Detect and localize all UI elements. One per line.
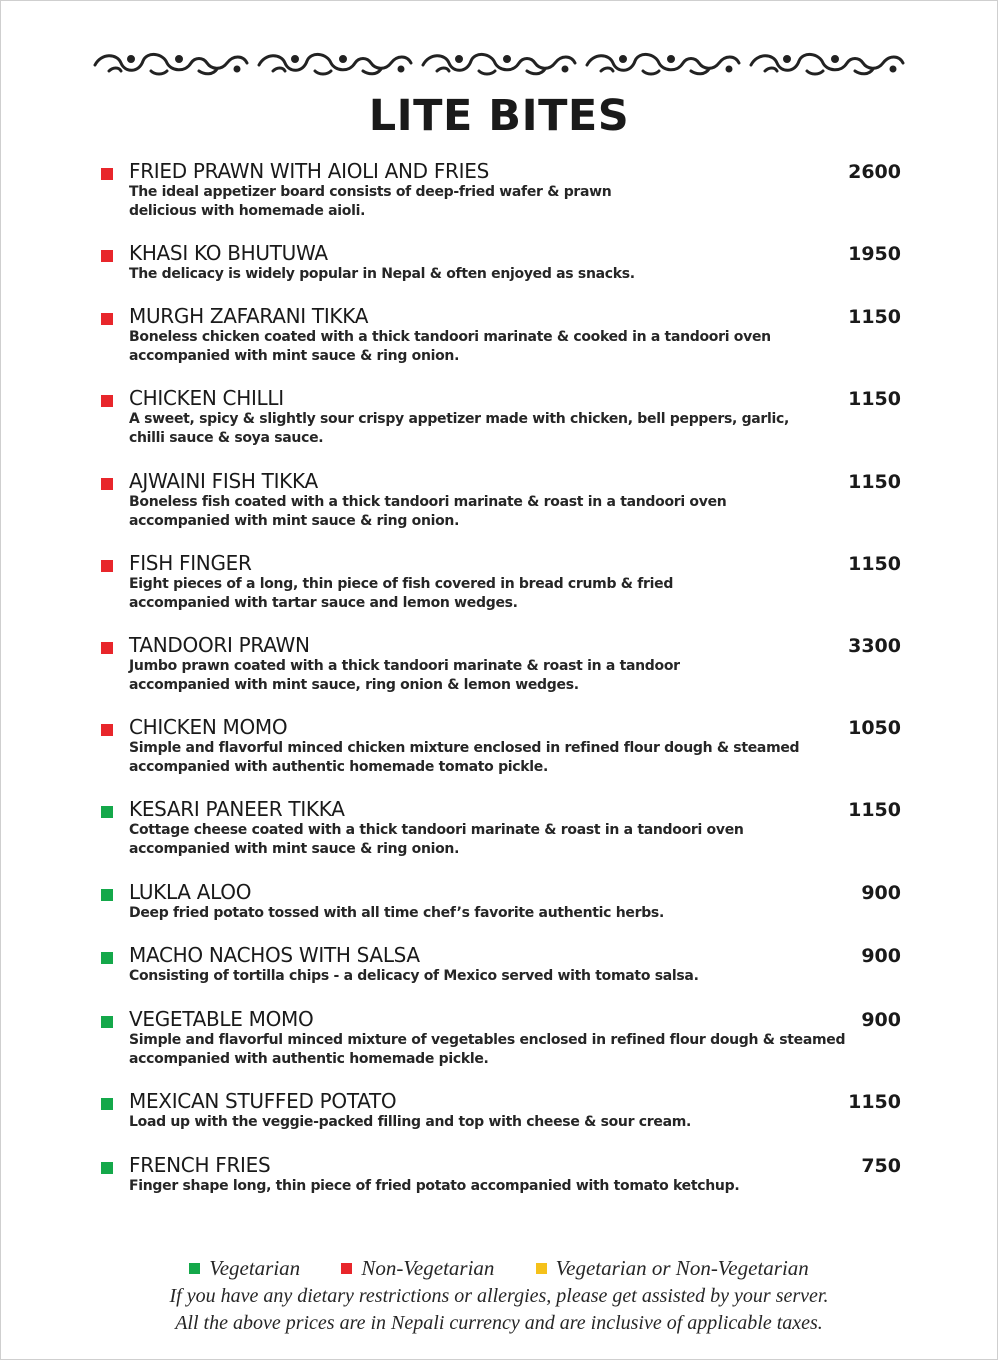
item-price: 1050 xyxy=(848,717,901,739)
description-line: accompanied with mint sauce & ring onion. xyxy=(129,841,460,857)
legend-veg xyxy=(189,1253,300,1283)
diet-legend xyxy=(1,1253,997,1283)
description-line: accompanied with authentic homemade tomato pickle. xyxy=(129,759,549,775)
item-price: 2600 xyxy=(848,161,901,183)
item-description xyxy=(129,1031,909,1069)
veg-marker-icon xyxy=(101,1162,113,1174)
item-name: KESARI PANEER TIKKA xyxy=(129,797,345,821)
item-description xyxy=(129,1177,849,1196)
description-line: The ideal appetizer board consists of deep-fried wafer & prawn xyxy=(129,184,612,200)
veg-marker-icon xyxy=(101,889,113,901)
description-line: accompanied with mint sauce, ring onion & lemon wedges. xyxy=(129,677,579,693)
item-name: VEGETABLE MOMO xyxy=(129,1007,314,1031)
item-name: TANDOORI PRAWN xyxy=(129,633,310,657)
item-description xyxy=(129,328,849,366)
item-name: FISH FINGER xyxy=(129,551,252,575)
item-description xyxy=(129,967,849,986)
item-name: MURGH ZAFARANI TIKKA xyxy=(129,304,369,328)
item-description xyxy=(129,1113,849,1132)
item-name: FRIED PRAWN WITH AIOLI AND FRIES xyxy=(129,159,489,183)
non-veg-marker-icon xyxy=(101,478,113,490)
item-description xyxy=(129,739,849,777)
menu-footer xyxy=(1,1253,997,1337)
non-veg-marker-icon xyxy=(101,560,113,572)
item-price: 900 xyxy=(861,1009,901,1031)
description-line: Jumbo prawn coated with a thick tandoori marinate & roast in a tandoor xyxy=(129,658,680,674)
item-price: 3300 xyxy=(848,635,901,657)
item-name: MACHO NACHOS WITH SALSA xyxy=(129,943,420,967)
non-veg-marker-icon xyxy=(101,395,113,407)
item-price: 750 xyxy=(861,1155,901,1177)
item-name: CHICKEN CHILLI xyxy=(129,386,284,410)
description-line: A sweet, spicy & slightly sour crispy appetizer made with chicken, bell peppers, garlic, xyxy=(129,411,790,427)
allergy-note: If you have any dietary restrictions or allergies, please get assisted by your server. xyxy=(169,1285,829,1307)
description-line: Load up with the veggie-packed filling and top with cheese & sour cream. xyxy=(129,1114,692,1130)
item-name: MEXICAN STUFFED POTATO xyxy=(129,1089,397,1113)
description-line: Cottage cheese coated with a thick tandoori marinate & roast in a tandoori oven xyxy=(129,822,744,838)
section-title: LITE BITES xyxy=(368,91,630,141)
item-price: 1150 xyxy=(848,471,901,493)
either-square-icon xyxy=(536,1263,547,1274)
item-description xyxy=(129,265,849,284)
description-line: accompanied with tartar sauce and lemon wedges. xyxy=(129,595,518,611)
item-price: 1150 xyxy=(848,799,901,821)
description-line: accompanied with mint sauce & ring onion. xyxy=(129,348,460,364)
veg-marker-icon xyxy=(101,806,113,818)
description-line: accompanied with authentic homemade pickle. xyxy=(129,1051,489,1067)
description-line: Simple and flavorful minced mixture of vegetables enclosed in refined flour dough & steamed xyxy=(129,1032,846,1048)
non-veg-square-icon xyxy=(341,1263,352,1274)
non-veg-marker-icon xyxy=(101,642,113,654)
description-line: Boneless fish coated with a thick tandoori marinate & roast in a tandoori oven xyxy=(129,494,727,510)
description-line: The delicacy is widely popular in Nepal & often enjoyed as snacks. xyxy=(129,266,635,282)
description-line: Simple and flavorful minced chicken mixture enclosed in refined flour dough & steamed xyxy=(129,740,800,756)
item-price: 1950 xyxy=(848,243,901,265)
item-price: 900 xyxy=(861,945,901,967)
description-line: Consisting of tortilla chips - a delicacy of Mexico served with tomato salsa. xyxy=(129,968,699,984)
item-name: LUKLA ALOO xyxy=(129,880,252,904)
description-line: delicious with homemade aioli. xyxy=(129,203,366,219)
description-line: Boneless chicken coated with a thick tandoori marinate & cooked in a tandoori oven xyxy=(129,329,771,345)
non-veg-marker-icon xyxy=(101,168,113,180)
item-name: KHASI KO BHUTUWA xyxy=(129,241,328,265)
item-price: 1150 xyxy=(848,388,901,410)
currency-note: All the above prices are in Nepali currency and are inclusive of applicable taxes. xyxy=(175,1312,823,1334)
description-line: Eight pieces of a long, thin piece of fish covered in bread crumb & fried xyxy=(129,576,674,592)
legend-non-veg-label: Non-Vegetarian xyxy=(361,1256,495,1280)
item-price: 1150 xyxy=(848,553,901,575)
item-price: 1150 xyxy=(848,1091,901,1113)
item-price: 1150 xyxy=(848,306,901,328)
item-description xyxy=(129,410,849,448)
legend-either-label: Vegetarian or Non-Vegetarian xyxy=(555,1256,809,1280)
description-line: Deep fried potato tossed with all time chef’s favorite authentic herbs. xyxy=(129,905,664,921)
veg-marker-icon xyxy=(101,1098,113,1110)
item-description xyxy=(129,657,849,695)
description-line: Finger shape long, thin piece of fried potato accompanied with tomato ketchup. xyxy=(129,1178,740,1194)
item-name: AJWAINI FISH TIKKA xyxy=(129,469,318,493)
item-description xyxy=(129,821,849,859)
legend-non-veg xyxy=(341,1253,494,1283)
item-description xyxy=(129,183,849,221)
item-description xyxy=(129,904,849,923)
legend-either xyxy=(536,1253,809,1283)
legend-veg-label: Vegetarian xyxy=(209,1256,301,1280)
description-line: accompanied with mint sauce & ring onion. xyxy=(129,513,460,529)
veg-marker-icon xyxy=(101,952,113,964)
decorative-scroll-border xyxy=(91,49,911,79)
item-price: 900 xyxy=(861,882,901,904)
item-name: FRENCH FRIES xyxy=(129,1153,271,1177)
non-veg-marker-icon xyxy=(101,313,113,325)
non-veg-marker-icon xyxy=(101,250,113,262)
veg-marker-icon xyxy=(101,1016,113,1028)
non-veg-marker-icon xyxy=(101,724,113,736)
item-description xyxy=(129,493,849,531)
description-line: chilli sauce & soya sauce. xyxy=(129,430,324,446)
veg-square-icon xyxy=(189,1263,200,1274)
item-description xyxy=(129,575,849,613)
item-name: CHICKEN MOMO xyxy=(129,715,288,739)
